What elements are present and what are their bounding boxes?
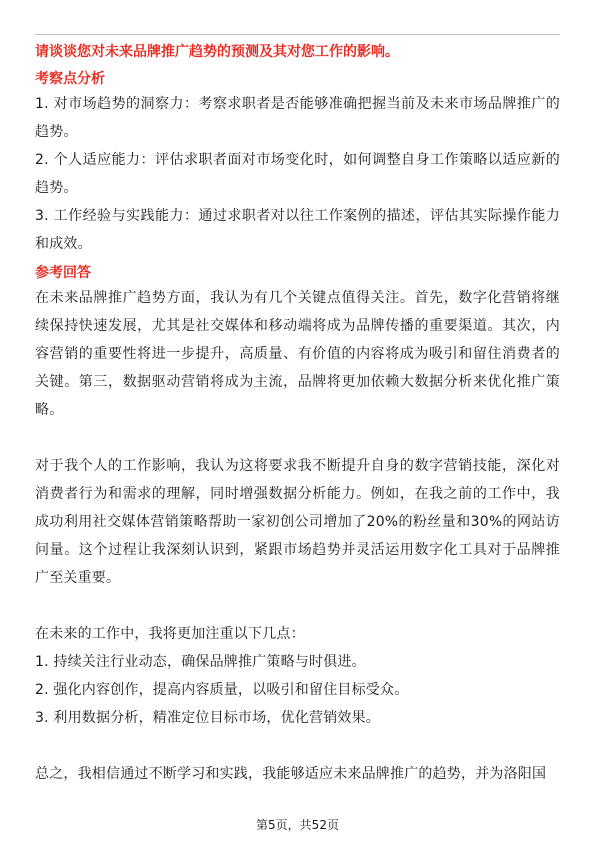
focus-points-list xyxy=(35,648,560,732)
answer-paragraph-3-intro: 在未来的工作中，我将更加注重以下几点： xyxy=(35,626,305,642)
document-body xyxy=(35,40,560,788)
analysis-list xyxy=(35,90,560,258)
answer-paragraph-1: 在未来品牌推广趋势方面，我认为有几个关键点值得关注。首先，数字化营销将继续保持快速发展，尤其是社交媒体和移动端将成为品牌传播的重要渠道。其次，内容营销的重要性将进一步提升，高质量、有价值的内容将成为吸引和留住消费者的关键。第三，数据驱动营销将成为主流，品牌将更加依赖大数据分析来优化推广策略。 xyxy=(35,290,560,418)
page-number: 第5页，共52页 xyxy=(256,818,339,832)
analysis-item: 3. 工作经验与实践能力：通过求职者对以往工作案例的描述，评估其实际操作能力和成效。 xyxy=(35,208,560,252)
interview-question: 请谈谈您对未来品牌推广趋势的预测及其对您工作的影响。 xyxy=(35,44,399,60)
analysis-heading: 考察点分析 xyxy=(35,71,105,87)
answer-heading: 参考回答 xyxy=(35,265,91,281)
focus-point: 3. 利用数据分析，精准定位目标市场，优化营销效果。 xyxy=(35,710,381,726)
focus-point: 1. 持续关注行业动态，确保品牌推广策略与时俱进。 xyxy=(35,654,366,670)
top-divider xyxy=(35,34,560,35)
analysis-item: 1. 对市场趋势的洞察力：考察求职者是否能够准确把握当前及未来市场品牌推广的趋势。 xyxy=(35,96,560,140)
answer-paragraph-2: 对于我个人的工作影响，我认为这将要求我不断提升自身的数字营销技能，深化对消费者行为和需求的理解，同时增强数据分析能力。例如，在我之前的工作中，我成功利用社交媒体营销策略帮助一家初创公司增加了20%的粉丝量和30%的网站访问量。这个过程让我深刻认识到，紧跟市场趋势并灵活运用数字化工具对于品牌推广至关重要。 xyxy=(35,458,560,586)
focus-point: 2. 强化内容创作，提高内容质量，以吸引和留住目标受众。 xyxy=(35,682,409,698)
analysis-item: 2. 个人适应能力：评估求职者面对市场变化时，如何调整自身工作策略以适应新的趋势。 xyxy=(35,152,560,196)
conclusion-paragraph: 总之，我相信通过不断学习和实践，我能够适应未来品牌推广的趋势，并为洛阳国 xyxy=(35,766,547,782)
